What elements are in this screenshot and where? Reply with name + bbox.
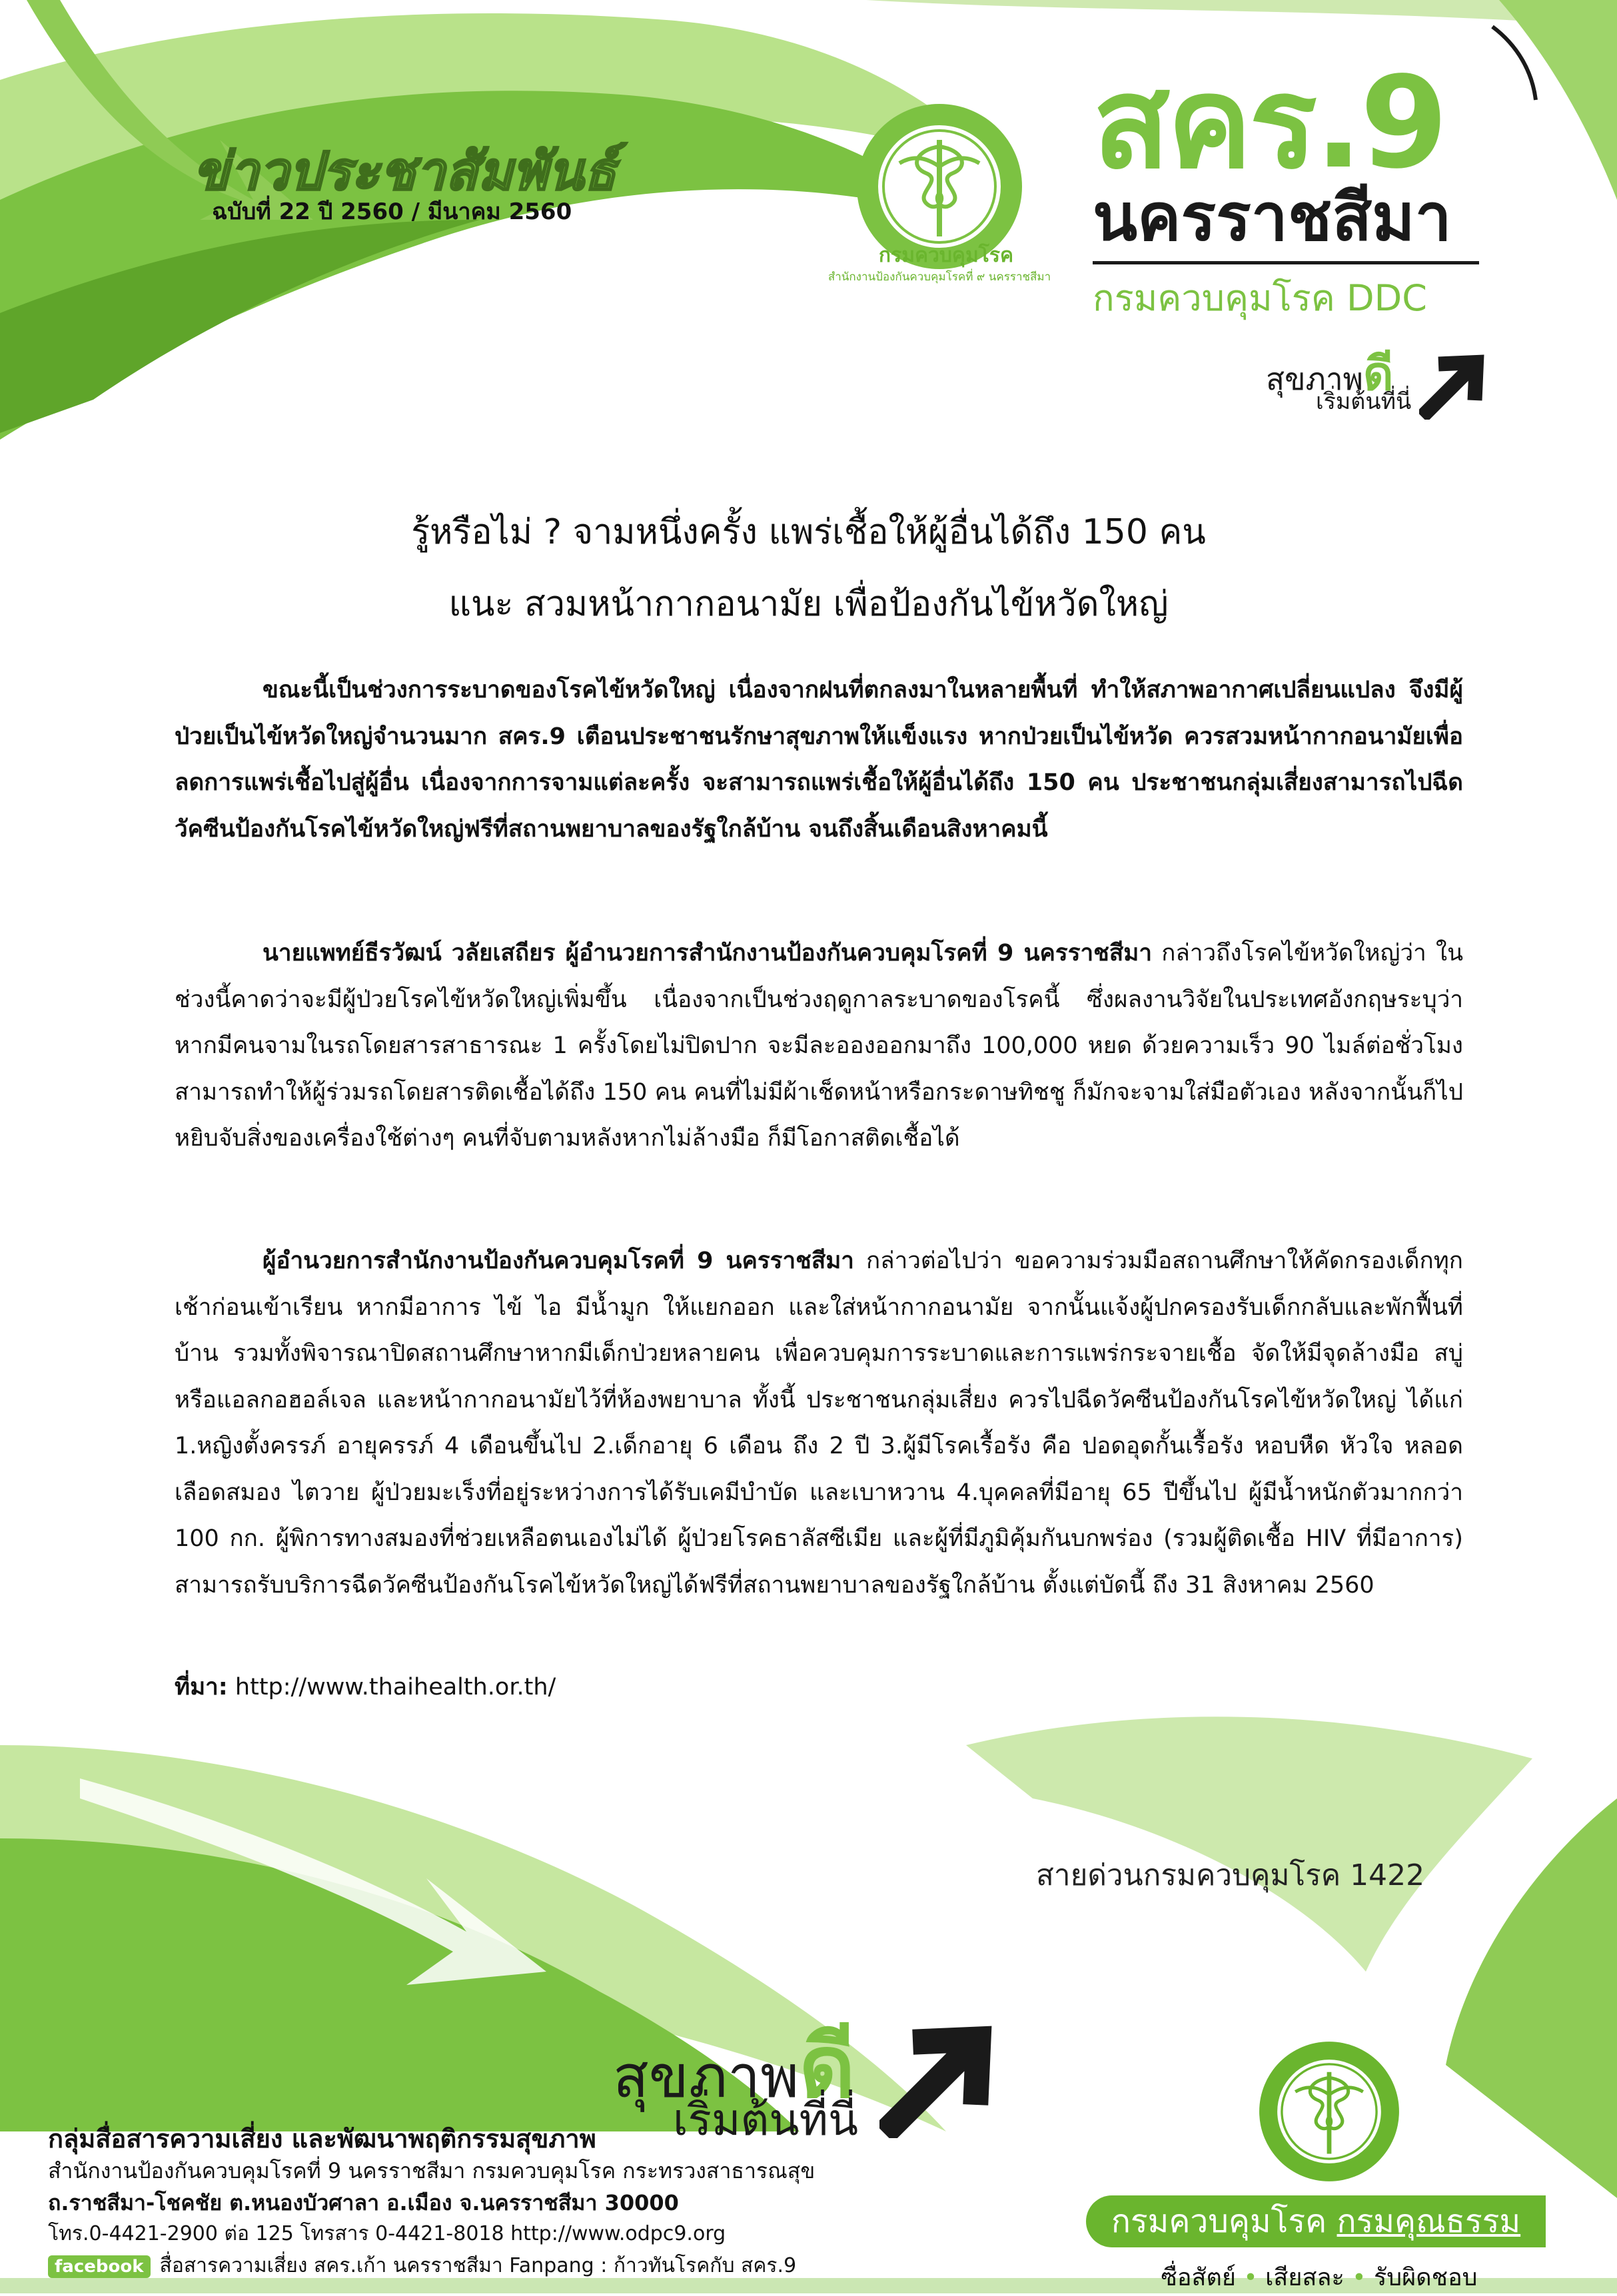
- source-url[interactable]: http://www.thaihealth.or.th/: [227, 1674, 556, 1701]
- article-headline: [133, 496, 1484, 640]
- facebook-page-text: สื่อสารความเสี่ยง สคร.เก้า นครราชสีมา Fanpang : ก้าวทันโรคกับ สคร.9: [159, 2254, 797, 2277]
- footer-slogan-text: สุขภาพ: [613, 2042, 800, 2111]
- headline-line-1: รู้หรือไม่ ? จามหนึ่งครั้ง แพร่เชื้อให้ผู้อื่นได้ถึง 150 คน: [411, 512, 1206, 552]
- value-3: รับผิดชอบ: [1373, 2264, 1478, 2291]
- paragraph-2-rest: กล่าวถึงโรคไข้หวัดใหญ่ว่า ในช่วงนี้คาดว่าจะมีผู้ป่วยโรคไข้หวัดใหญ่เพิ่มขึ้น เนื่องจากเป็นช่วงฤดูกาลระบาดของโรคนี้ ซึ่งผลงานวิจัยในประเทศอังกฤษระบุว่า หากมีคนจามในรถโดยสารสาธารณะ 1 ครั้งโดยไม่ปิดปาก จะมีละอองออกมาถึง 100,000 หยด ด้วยความเร็ว 90 ไมล์ต่อชั่วโมง สามารถทำให้ผู้ร่วมรถโดยสารติดเชื้อได้ถึง 150 คน คนที่ไม่มีผ้าเช็ดหน้าหรือกระดาษทิชชู ก็มักจะจามใส่มือตัวเอง หลังจากนั้นก็ไปหยิบจับสิ่งของเครื่องใช้ต่างๆ คนที่จับตามหลังหากไม่ล้างมือ ก็มีโอกาสติดเชื้อได้: [175, 940, 1463, 1152]
- footer-facebook: [48, 2250, 796, 2281]
- footer-slogan-sub: เริ่มต้นที่นี่: [673, 2094, 859, 2145]
- facebook-icon[interactable]: facebook: [48, 2255, 151, 2278]
- header-tagline-text: สุขภาพ: [1266, 361, 1363, 397]
- footer-moph-seal-icon: [1256, 2038, 1402, 2185]
- dept-banner-b: กรมคุณธรรม: [1337, 2203, 1521, 2240]
- org-subtitle: สำนักงานป้องกันควบคุมโรคที่ ๙ นครราชสีมา: [827, 270, 1051, 284]
- footer-contact: โทร.0-4421-2900 ต่อ 125 โทรสาร 0-4421-8018 http://www.odpc9.org: [48, 2222, 726, 2245]
- brand-department: กรมควบคุมโรค DDC: [1093, 277, 1427, 319]
- brand-city: นครราชสีมา: [1093, 180, 1452, 256]
- article-source: [175, 1664, 556, 1711]
- footer-office: สำนักงานป้องกันควบคุมโรคที่ 9 นครราชสีมา กรมควบคุมโรค กระทรวงสาธารณสุข: [48, 2158, 815, 2183]
- footer-arrow-icon: [879, 2012, 1006, 2138]
- footer-right-swoosh-2: [1446, 1798, 1617, 2198]
- paragraph-2-lead: นายแพทย์ธีรวัฒน์ วลัยเสถียร ผู้อำนวยการสำนักงานป้องกันควบคุมโรคที่ 9 นครราชสีมา: [263, 940, 1153, 966]
- value-separator: •: [1352, 2264, 1366, 2291]
- article-paragraph-2: [175, 931, 1463, 1162]
- hotline: สายด่วนกรมควบคุมโรค 1422: [1036, 1858, 1425, 1892]
- footer-address: ถ.ราชสีมา-โชคชัย ต.หนองบัวศาลา อ.เมือง จ.นครราชสีมา 30000: [48, 2190, 679, 2215]
- article-paragraph-3: [175, 1238, 1463, 1609]
- headline-line-2: แนะ สวมหน้ากากอนามัย เพื่อป้องกันไข้หวัดใหญ่: [448, 584, 1169, 624]
- footer-right-swoosh: [966, 1717, 1532, 1972]
- paragraph-3-lead: ผู้อำนวยการสำนักงานป้องกันควบคุมโรคที่ 9 นครราชสีมา: [263, 1248, 854, 1274]
- value-2: เสียสละ: [1265, 2264, 1345, 2291]
- brand-divider: [1093, 261, 1479, 264]
- header-arrow-icon: [1419, 346, 1492, 420]
- dept-banner-a: กรมควบคุมโรค: [1111, 2203, 1327, 2240]
- header-right-corner: [1499, 0, 1617, 200]
- paragraph-3-text: [175, 1238, 1463, 1609]
- paragraph-2-text: [175, 931, 1463, 1162]
- dept-banner: [1086, 2195, 1546, 2247]
- source-label: ที่มา:: [175, 1674, 228, 1701]
- value-1: ซื่อสัตย์: [1161, 2264, 1236, 2291]
- article-paragraph-1: [175, 667, 1463, 853]
- newsletter-title: ข่าวประชาสัมพันธ์: [193, 142, 617, 202]
- footer-group: กลุ่มสื่อสารความเสี่ยง และพัฒนาพฤติกรรมสุขภาพ: [48, 2124, 596, 2153]
- footer-slogan-highlight: ดี: [799, 2016, 855, 2117]
- paragraph-3-rest: กล่าวต่อไปว่า ขอความร่วมมือสถานศึกษาให้คัดกรองเด็กทุกเช้าก่อนเข้าเรียน หากมีอาการ ไข้ ไอ มีน้ำมูก ให้แยกออก และใส่หน้ากากอนามัย จากนั้นแจ้งผู้ปกครองรับเด็กกลับและพักฟื้นที่บ้าน รวมทั้งพิจารณาปิดสถานศึกษาหากมีเด็กป่วยหลายคน เพื่อควบคุมการระบาดและการแพร่กระจายเชื้อ จัดให้มีจุดล้างมือ สบู่หรือแอลกอฮอล์เจล และหน้ากากอนามัยไว้ที่ห้องพยาบาล ทั้งนี้ ประชาชนกลุ่มเสี่ยง ควรไปฉีดวัคซีนป้องกันโรคไข้หวัดใหญ่ ได้แก่ 1.หญิงตั้งครรภ์ อายุครรภ์ 4 เดือนขึ้นไป 2.เด็กอายุ 6 เดือน ถึง 2 ปี 3.ผู้มีโรคเรื้อรัง คือ ปอดอุดกั้นเรื้อรัง หอบหืด หัวใจ หลอดเลือดสมอง ไตวาย ผู้ป่วยมะเร็งที่อยู่ระหว่างการได้รับเคมีบำบัด และเบาหวาน 4.บุคคลที่มีอายุ 65 ปีขึ้นไป ผู้มีน้ำหนักตัวมากกว่า 100 กก. ผู้พิการทางสมองที่ช่วยเหลือตนเองไม่ได้ ผู้ป่วยโรคธาลัสซีเมีย และผู้ที่มีภูมิคุ้มกันบกพร่อง (รวมผู้ติดเชื้อ HIV ที่มีอาการ) สามารถรับบริการฉีดวัคซีนป้องกันโรคไข้หวัดใหญ่ได้ฟรีที่สถานพยาบาลของรัฐใกล้บ้าน ตั้งแต่บัดนี้ ถึง 31 สิงหาคม 2560: [175, 1248, 1463, 1599]
- header-tagline-highlight: ดี: [1363, 346, 1394, 401]
- org-name: กรมควบคุมโรค: [878, 244, 1014, 267]
- value-separator: •: [1243, 2264, 1258, 2291]
- core-values: [1099, 2258, 1539, 2296]
- header-brand-arc: [1492, 27, 1536, 100]
- issue-info: ฉบับที่ 22 ปี 2560 / มีนาคม 2560: [212, 198, 572, 225]
- brand-code: สคร.9: [1093, 49, 1446, 196]
- paragraph-1-text: ขณะนี้เป็นช่วงการระบาดของโรคไข้หวัดใหญ่ เนื่องจากฝนที่ตกลงมาในหลายพื้นที่ ทำให้สภาพอากาศเปลี่ยนแปลง จึงมีผู้ป่วยเป็นไข้หวัดใหญ่จำนวนมาก สคร.9 เตือนประชาชนรักษาสุขภาพให้แข็งแรง หากป่วยเป็นไข้หวัด ควรสวมหน้ากากอนามัยเพื่อลดการแพร่เชื้อไปสู่ผู้อื่น เนื่องจากการจามแต่ละครั้ง จะสามารถแพร่เชื้อให้ผู้อื่นได้ถึง 150 คน ประชาชนกลุ่มเสี่ยงสามารถไปฉีดวัคซีนป้องกันโรคไข้หวัดใหญ่ฟรีที่สถานพยาบาลของรัฐใกล้บ้าน จนถึงสิ้นเดือนสิงหาคมนี้: [175, 677, 1463, 843]
- header-tagline-sub: เริ่มต้นที่นี่: [1316, 388, 1412, 415]
